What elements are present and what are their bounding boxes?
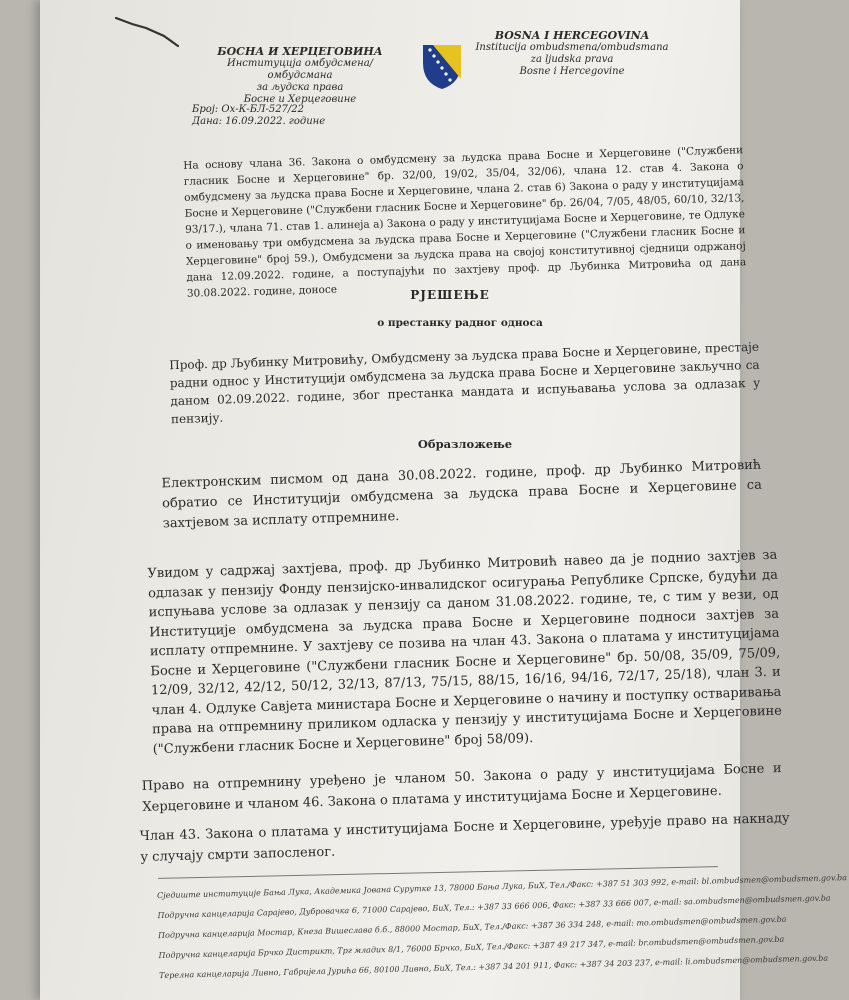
header-right bbox=[472, 30, 672, 78]
reasoning-paragraph: Електронским писмом од дана 30.08.2022. године, проф. др Љубинко Митровић обратио се Институцији омбудсмена за људска права Босне и Херцеговине са захтјевом за исплату отпремнине. bbox=[161, 457, 763, 532]
header-right-title: BOSNA I HERCEGOVINA bbox=[494, 29, 650, 42]
header-left-line: за људска права bbox=[256, 82, 344, 93]
pen-scribble bbox=[112, 10, 182, 50]
header-left-line: Институција омбудсмена/омбудсмана bbox=[226, 58, 374, 81]
footer-line: Подручна канцеларија Сарајево, Дубровачка 6, 71000 Сарајево, БиХ, Тел.: +387 33 666 006, Факс: +387 33 666 007, e-mail: sa.ombudsmen@ombudsmen.gov.ba bbox=[157, 893, 831, 921]
reasoning-title: Образложење bbox=[417, 437, 513, 451]
preamble-paragraph: На основу члана 36. Закона о омбудсмену за људска права Босне и Херцеговине ("Службени гласник Босне и Херцеговине" бр. 32/00, 19/02, 35/04, 32/06), члана 12. став 4. Закона о омбудсмену за људска права Босне и Херцеговине, члана 2. став 6) Закона о раду у институцијама Босне и Херцеговине ("Службени гласник Босне и Херцеговине" бр. 26/04, 7/05, 48/05, 60/10, 32/13, 93/17.), члана 71. став 1. алинеја а) Закона о раду у институцијама Босне и Херцеговине, те Одлуке о именовању три омбудсмена за људска права Босне и Херцеговине ("Службени гласник Босне и Херцеговине" број 59.), Омбудсмени за људска права на својој конститутивној сједници одржаној дана 12.09.2022. године, а поступајући по захтјеву проф. др Љубинка Митровића од дана 30.08.2022. године, доносе bbox=[183, 144, 747, 300]
footer-line: Подручна канцеларија Брчко Дистрикт, Трг младих 8/1, 76000 Брчко, БиХ, Тел./Факс: +387 49 217 347, e-mail: br.ombudsmen@ombudsmen.gov.ba bbox=[158, 934, 785, 961]
reference-number: Број: Ох-К-БЛ-527/22 bbox=[192, 104, 305, 115]
decision-title: РЈЕШЕЊЕ bbox=[410, 288, 490, 302]
footer-line: Сједиште институције Бања Лука, Академика Јована Сурутке 13, 78000 Бања Лука, БиХ, Тел./Факс: +387 51 303 992, e-mail: bl.ombudsmen@ombudsmen.gov.ba bbox=[156, 873, 848, 901]
header-right-line: za ljudska prava bbox=[530, 54, 614, 65]
footer-line: Терелна канцеларија Ливно, Габријела Јурића 66, 80100 Ливно, БиХ, Тел.: +387 34 201 911, Факс: +387 34 203 237, e-mail: li.ombudsmen@ombudsmen.gov.ba bbox=[159, 953, 829, 981]
decision-paragraph: Проф. др Љубинку Митровићу, Омбудсмену за људска права Босне и Херцеговине, престаје радни однос у Институцији омбудсмена за људска права Босне и Херцеговине закључно са даном 02.09.2022. године, због престанка мандата и испуњавања услова за одлазак у пензију. bbox=[169, 339, 761, 427]
header-left-title: БОСНА И ХЕРЦЕГОВИНА bbox=[217, 45, 383, 58]
header-right-line: Bosne i Hercegovine bbox=[519, 66, 625, 77]
decision-subtitle: о престанку радног односа bbox=[377, 317, 543, 329]
coat-of-arms-icon bbox=[421, 43, 463, 91]
header-left-line: Босне и Херцеговине bbox=[243, 94, 357, 105]
reference-block bbox=[192, 104, 325, 128]
document-page bbox=[40, 0, 848, 1000]
reasoning-paragraph: Увидом у садржај захтјева, проф. др Љубинко Митровић навео да је поднио захтјев за одлазак у пензију Фонду пензијско-инвалидског осигурања Републике Српске, будући да испуњава услове за одлазак у пензију са даном 31.08.2022. године, те, с тим у вези, од Институције омбудсмена за људска права Босне и Херцеговине подноси захтјев за исплату отпремнине. У захтјеву се позива на члан 43. Закона о платама у институцијама Босне и Херцеговине ("Службени гласник Босне и Херцеговине" бр. 50/08, 35/09, 75/09, 12/09, 32/12, 42/12, 50/12, 32/13, 87/13, 75/15, 88/15, 16/16, 94/16, 72/17, 25/18), члан 3. и члан 4. Одлуке Савјета министара Босне и Херцеговине о начину и поступку остваривања права на отпремнину приликом одласка у пензију у институцијама Босне и Херцеговине ("Службени гласник Босне и Херцеговине" број 58/09). bbox=[147, 547, 783, 757]
header-left bbox=[195, 46, 405, 106]
footer-line: Подручна канцеларија Мостар, Кнеза Вишеслава б.б., 88000 Мостар, БиХ, Тел./Факс: +387 36 334 248, e-mail: mo.ombudsmen@ombudsmen.gov.ba bbox=[157, 914, 787, 941]
reasoning-paragraph: Право на отпремнину уређено је чланом 50. Закона о раду у институцијама Босне и Херцеговине и чланом 46. Закона о платама у институцијама Босне и Херцеговине. bbox=[141, 761, 782, 815]
reference-date: Дана: 16.09.2022. године bbox=[192, 116, 326, 127]
header-right-line: Institucija ombudsmena/ombudsmana bbox=[475, 42, 669, 53]
footer-addresses bbox=[156, 870, 848, 986]
reasoning-paragraph: Члан 43. Закона о платама у институцијама Босне и Херцеговине, уређује право на накнаду у случају смрти запосленог. bbox=[139, 810, 790, 866]
